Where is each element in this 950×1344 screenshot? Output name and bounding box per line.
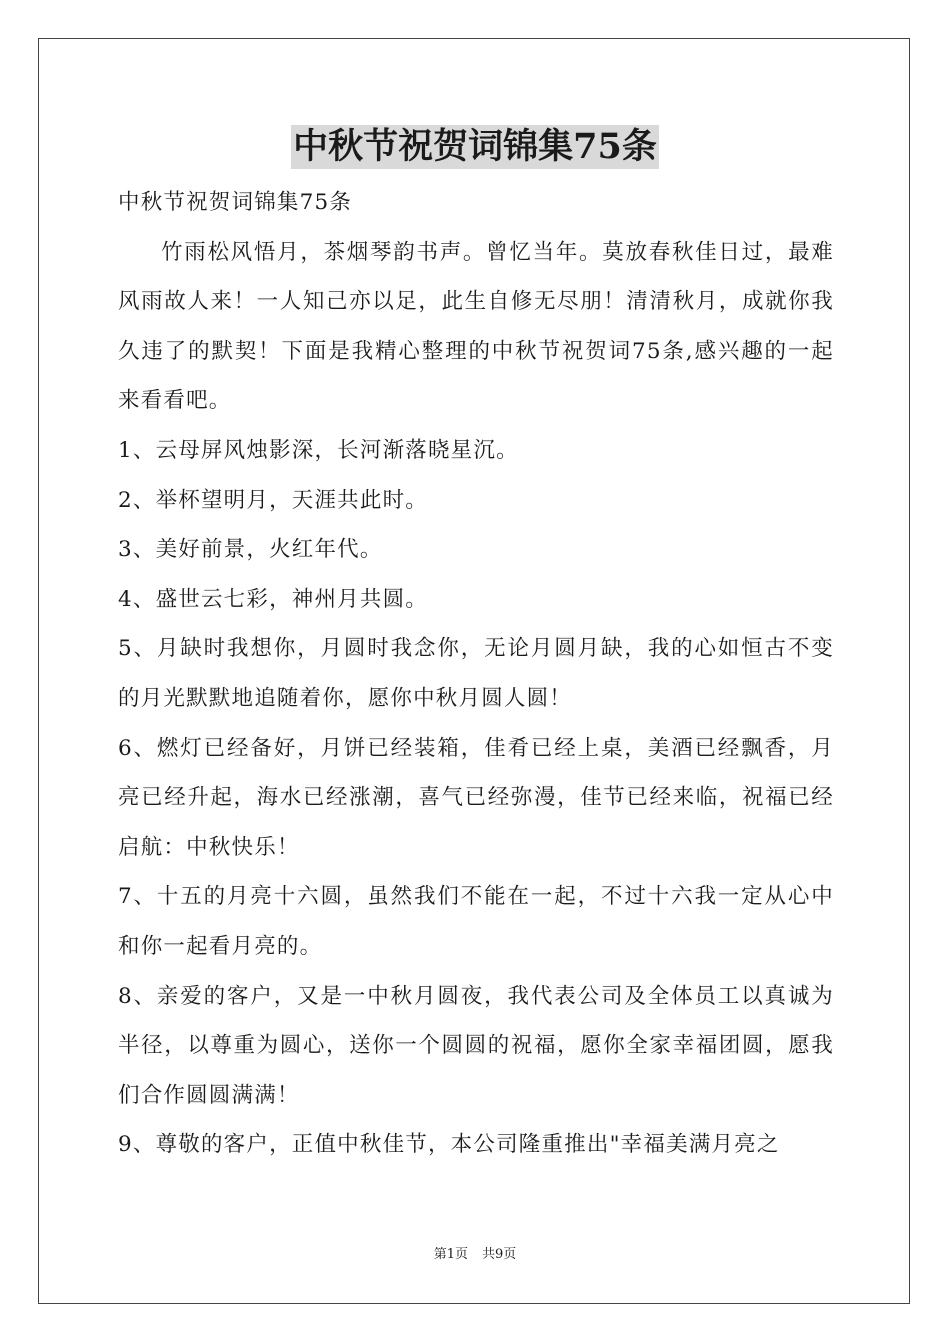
document-body xyxy=(118,178,834,1170)
title-container xyxy=(0,125,950,169)
list-item: 8、亲爱的客户，又是一中秋月圆夜，我代表公司及全体员工以真诚为半径，以尊重为圆心，送你一个圆圆的祝福，愿你全家幸福团圆，愿我们合作圆圆满满！ xyxy=(118,983,834,1108)
document-title: 中秋节祝贺词锦集75条 xyxy=(293,126,657,167)
intro-paragraph: 竹雨松风悟月，茶烟琴韵书声。曾忆当年。莫放春秋佳日过，最难风雨故人来！一人知己亦以足，此生自修无尽朋！清清秋月，成就你我久违了的默契！下面是我精心整理的中秋节祝贺词75条,感兴趣的一起来看看吧。 xyxy=(118,239,834,414)
page-number: 第1页 xyxy=(433,1247,468,1262)
list-item: 5、月缺时我想你，月圆时我念你，无论月圆月缺，我的心如恒古不变的月光默默地追随着你，愿你中秋月圆人圆！ xyxy=(118,636,834,711)
list-item: 2、举杯望明月，天涯共此时。 xyxy=(118,487,428,513)
list-item: 3、美好前景，火红年代。 xyxy=(118,537,383,563)
list-item: 7、十五的月亮十六圆，虽然我们不能在一起，不过十六我一定从心中和你一起看月亮的。 xyxy=(118,884,834,959)
list-item: 4、盛世云七彩，神州月共圆。 xyxy=(118,586,428,612)
list-item: 6、燃灯已经备好，月饼已经装箱，佳肴已经上桌，美酒已经飘香，月亮已经升起，海水已经涨潮，喜气已经弥漫，佳节已经来临，祝福已经启航：中秋快乐！ xyxy=(118,735,834,860)
list-item: 1、云母屏风烛影深，长河渐落晓星沉。 xyxy=(118,437,519,463)
document-subtitle: 中秋节祝贺词锦集75条 xyxy=(118,190,353,215)
page-total: 共9页 xyxy=(482,1247,517,1262)
page-footer xyxy=(0,1246,950,1264)
list-item: 9、尊敬的客户，正值中秋佳节，本公司隆重推出"幸福美满月亮之 xyxy=(118,1132,780,1158)
